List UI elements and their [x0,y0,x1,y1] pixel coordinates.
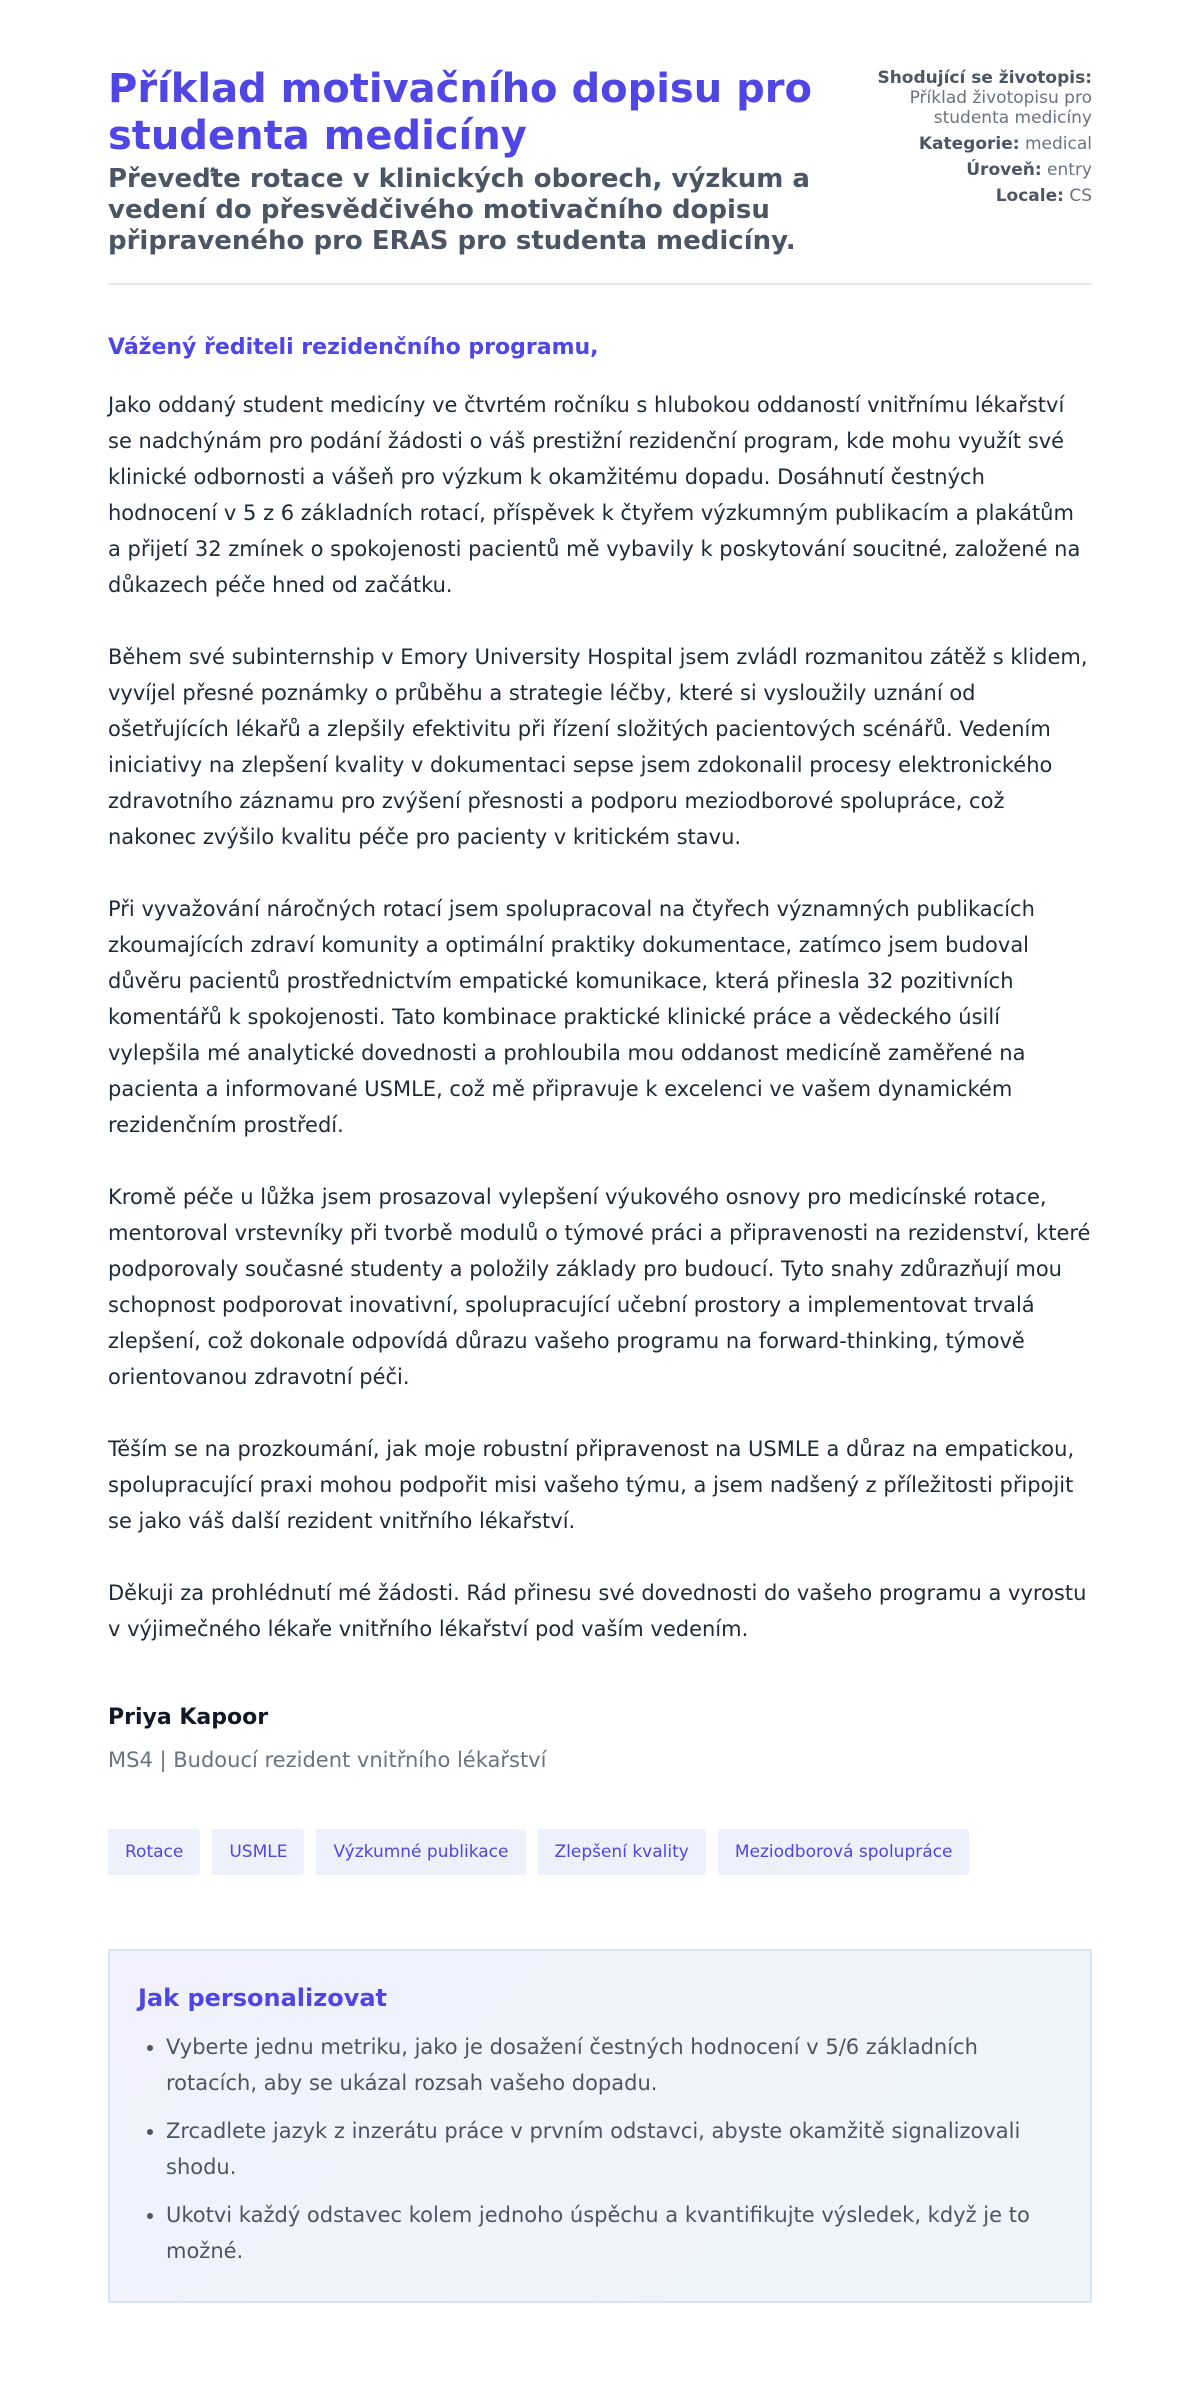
meta-category-label: Kategorie: [918,134,1020,154]
meta-level-value: entry [1047,160,1092,180]
signature-role: MS4 | Budoucí rezident vnitřního lékařství [108,1748,547,1772]
page-header [108,0,1092,285]
meta-category-value: medical [1024,134,1092,154]
tag-chip[interactable]: Meziodborová spolupráce [718,1829,970,1875]
meta-level [872,160,1092,180]
page-subtitle: Převeďte rotace v klinických oborech, výzkum a vedení do přesvědčivého motivačního dopisu připraveného pro ERAS pro studenta medicíny. [108,164,810,256]
signature-name: Priya Kapoor [108,1705,269,1730]
tag-chip[interactable]: Výzkumné publikace [316,1829,525,1875]
letter-paragraph: Děkuji za prohlédnutí mé žádosti. Rád přinesu své dovednosti do vašeho programu a vyrostu v výjimečného lékaře vnitřního lékařství pod vaším vedením. [108,1581,1087,1641]
letter-paragraph: Jako oddaný student medicíny ve čtvrtém ročníku s hlubokou oddaností vnitřnímu lékařství se nadchýnám pro podání žádosti o váš prestižní rezidenční program, kde mohu využít své klinické odbornosti a vášeň pro výzkum k okamžitému dopadu. Dosáhnutí čestných hodnocení v 5 z 6 základních rotací, příspěvek k čtyřem výzkumným publikacím a plakátům a přijetí 32 zmínek o spokojenosti pacientů mě vybavily k poskytování soucitné, založené na důkazech péče hned od začátku. [108,393,1081,597]
signature [108,1703,1092,1775]
meta-resume-label: Shodující se životopis: [877,68,1092,88]
meta-locale-label: Locale: [995,186,1064,206]
meta-resume-value[interactable]: Příklad životopisu pro studenta medicíny [909,88,1092,128]
tag-chip[interactable]: Rotace [108,1829,200,1875]
meta-resume [872,68,1092,128]
meta-locale [872,186,1092,206]
page-title: Příklad motivačního dopisu pro studenta medicíny [108,66,812,159]
tag-chip[interactable]: Zlepšení kvality [538,1829,706,1875]
letter-paragraph: Těším se na prozkoumání, jak moje robustní připravenost na USMLE a důraz na empatickou, spolupracující praxi mohou podpořit misi vašeho týmu, a jsem nadšený z příležitosti připojit se jako váš další rezident vnitřního lékařství. [108,1437,1075,1533]
letter [108,333,1092,1775]
letter-salutation: Vážený řediteli rezidenčního programu, [108,335,599,360]
letter-paragraph: Kromě péče u lůžka jsem prosazoval vylepšení výukového osnovy pro medicínské rotace, mentoroval vrstevníky při tvorbě modulů o týmové práci a připravenosti na rezidenství, které podporovaly současné studenty a položily základy pro budoucí. Tyto snahy zdůrazňují mou schopnost podporovat inovativní, spolupracující učební prostory a implementovat trvalá zlepšení, což dokonale odpovídá důrazu vašeho programu na forward-thinking, týmově orientovanou zdravotní péči. [108,1185,1091,1389]
letter-body [108,387,1092,1647]
tag-chip[interactable]: USMLE [212,1829,304,1875]
letter-paragraph: Během své subinternship v Emory University Hospital jsem zvládl rozmanitou zátěž s klidem, vyvíjel přesné poznámky o průběhu a strategie léčby, které si vysloužily uznání od ošetřujících lékařů a zlepšily efektivitu při řízení složitých pacientových scénářů. Vedením iniciativy na zlepšení kvality v dokumentaci sepse jsem zdokonalil procesy elektronického zdravotního záznamu pro zvýšení přesnosti a podporu meziodborové spolupráce, což nakonec zvýšilo kvalitu péče pro pacienty v kritickém stavu. [108,645,1088,849]
tips-item: • Vyberte jednu metriku, jako je dosažení čestných hodnocení v 5/6 základních rotacích, aby se ukázal rozsah vašeho dopadu. [166,2029,1062,2101]
letter-paragraph: Při vyvažování náročných rotací jsem spolupracoval na čtyřech významných publikacích zkoumajících zdraví komunity a optimální praktiky dokumentace, zatímco jsem budoval důvěru pacientů prostřednictvím empatické komunikace, která přinesla 32 pozitivních komentářů k spokojenosti. Tato kombinace praktické klinické práce a vědeckého úsilí vylepšila mé analytické dovednosti a prohloubila mou oddanost medicíně zaměřené na pacienta a informované USMLE, což mě připravuje k excelenci ve vašem dynamickém rezidenčním prostředí. [108,897,1035,1137]
meta-level-label: Úroveň: [966,160,1042,180]
meta-panel [872,68,1092,212]
meta-category [872,134,1092,154]
tips-item: • Zrcadlete jazyk z inzerátu práce v prvním odstavci, abyste okamžitě signalizovali shodu. [166,2113,1062,2185]
meta-locale-value: CS [1069,186,1092,206]
tips-item: • Ukotvi každý odstavec kolem jednoho úspěchu a kvantifikujte výsledek, když je to možné. [166,2197,1062,2269]
personalize-tips-box [108,1949,1092,2303]
tips-list [138,2029,1062,2269]
tips-title: Jak personalizovat [138,1984,388,2012]
tag-list [108,1829,1092,1875]
